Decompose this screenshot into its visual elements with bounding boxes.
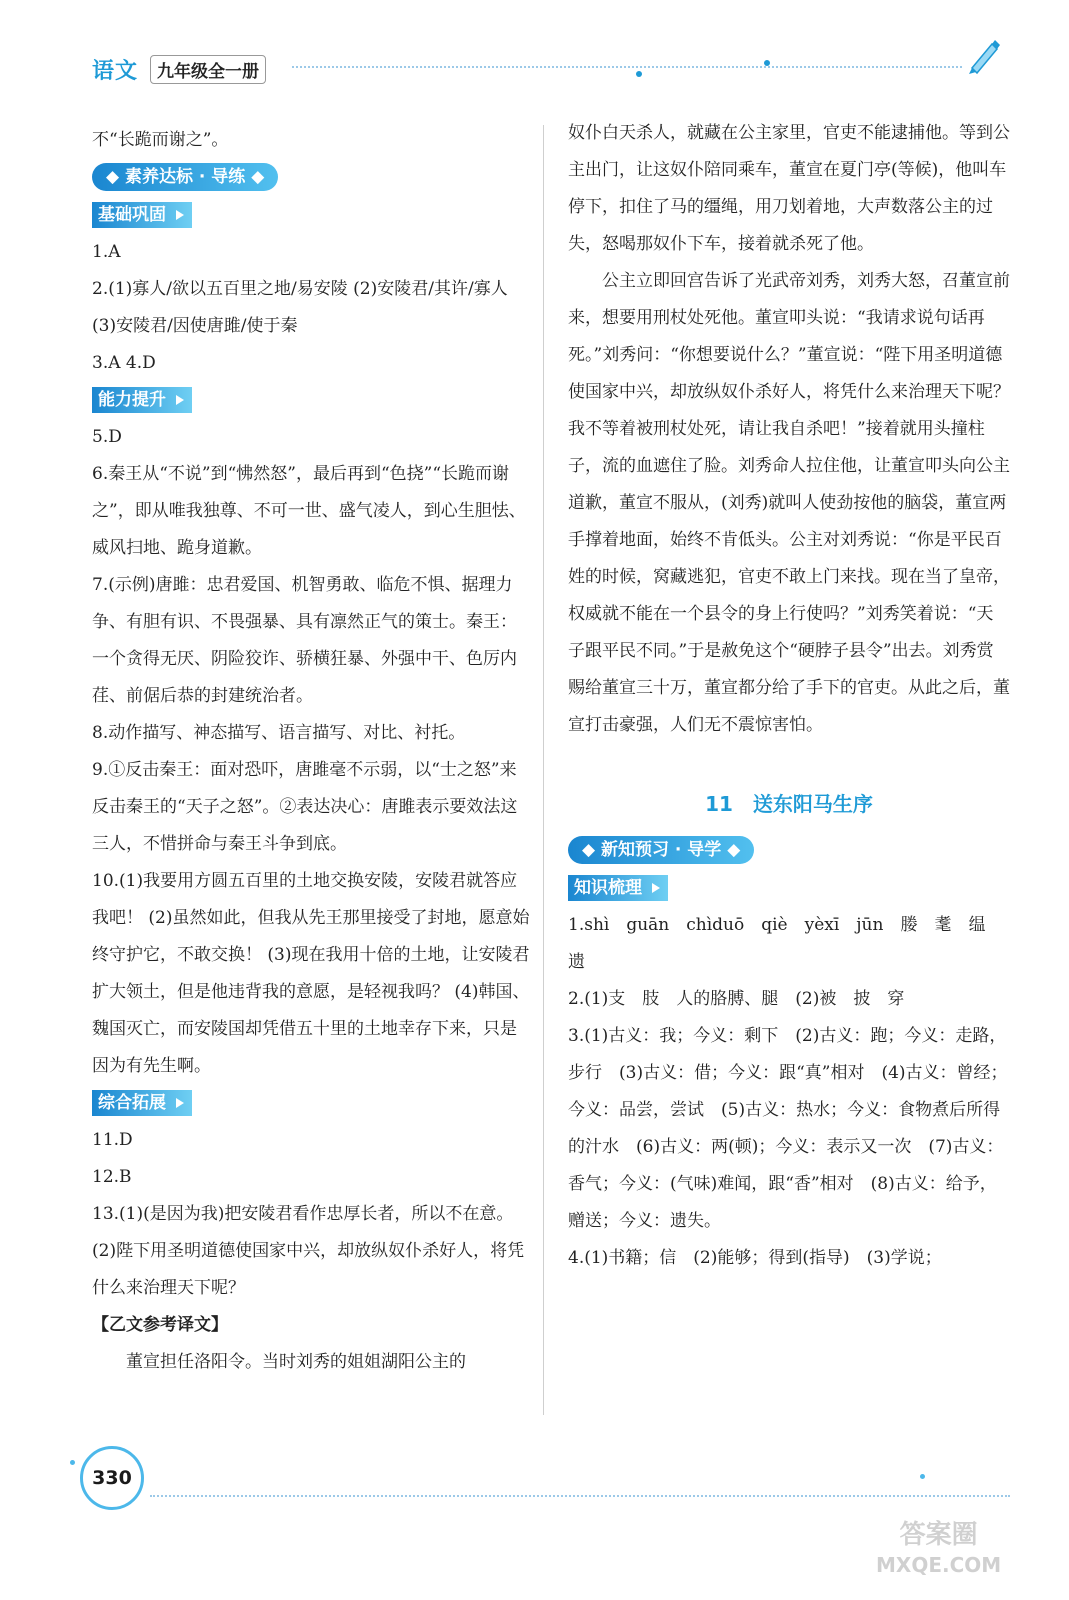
tag-zonghe-label: 综合拓展 [98, 1093, 166, 1113]
right-column [568, 115, 1010, 1277]
answer-3-4: 3.A 4.D [92, 353, 156, 373]
answer-9: 9.①反击秦王：面对恐吓，唐雎毫不示弱，以“士之怒”来反击秦王的“天子之怒”。②表达决心：唐雎表示要效法这三人，不惜拼命与秦王斗争到底。 [92, 760, 518, 854]
left-column [92, 122, 532, 1381]
answer-13: 13.(1)(是因为我)把安陵君看作忠厚长者，所以不在意。 (2)陛下用圣明道德使国家中兴，却放纵奴仆杀好人，将凭什么来治理天下呢？ [92, 1204, 525, 1298]
watermark-line-2: MXQE.COM [876, 1553, 1002, 1577]
grade-label: 九年级全一册 [150, 55, 266, 84]
answer-b1: 1.shì guān chìduō qiè yèxī jūn 媵 耄 缊 遗 [568, 915, 1003, 972]
subject-label: 语文 [92, 59, 139, 84]
answer-12: 12.B [92, 1167, 132, 1187]
banner-xinzhi: ◆ 新知预习 · 导学 ◆ [568, 836, 754, 864]
yiwen-title: 【乙文参考译文】 [92, 1315, 228, 1335]
tag-jichu [92, 202, 192, 228]
yiwen-paragraph: 董宣担任洛阳令。当时刘秀的姐姐湖阳公主的 [126, 1352, 466, 1372]
tag-jichu-label: 基础巩固 [98, 205, 166, 225]
triangle-icon [176, 1098, 184, 1108]
answer-b3: 3.(1)古义：我；今义：剩下 (2)古义：跑；今义：走路，步行 (3)古义：借；今义：跟“真”相对 (4)古义：曾经；今义：品尝，尝试 (5)古义：热水；今义：食物煮后所得的汁水 (6)古义：两(顿)；今义：表示又一次 (7)古义：香气；今义：(气味)难闻，跟“香”相对 (8)古义：给予，赠送；今义：遗失。 [568, 1026, 1008, 1231]
answer-7: 7.(示例)唐雎：忠君爱国、机智勇敢、临危不惧、据理力争、有胆有识、不畏强暴、具有凛然正气的策士。秦王：一个贪得无厌、阴险狡诈、骄横狂暴、外强中干、色厉内荏、前倨后恭的封建统治者。 [92, 575, 517, 706]
section-title: 11 送东阳马生序 [705, 792, 873, 816]
footer-dot [70, 1460, 75, 1465]
watermark-line-1: 答案圈 [899, 1520, 978, 1550]
answer-2: 2.(1)寡人/欲以五百里之地/易安陵 (2)安陵君/其许/寡人 (3)安陵君/因使唐雎/使于秦 [92, 279, 508, 336]
header-dot [636, 71, 642, 77]
footer-dot [920, 1474, 925, 1479]
answer-6: 6.秦王从“不说”到“怫然怒”，最后再到“色挠”“长跪而谢之”，即从唯我独尊、不可一世、盛气凌人，到心生胆怯、威风扫地、跪身道歉。 [92, 464, 526, 558]
answer-8: 8.动作描写、神态描写、语言描写、对比、衬托。 [92, 723, 466, 743]
answer-11: 11.D [92, 1130, 133, 1150]
intro-line: 不“长跪而谢之”。 [92, 130, 229, 150]
translation-paragraph-1: 奴仆白天杀人，就藏在公主家里，官吏不能逮捕他。等到公主出门，让这奴仆陪同乘车，董宣在夏门亭(等候)，他叫车停下，扣住了马的缰绳，用刀划着地，大声数落公主的过失，怒喝那奴仆下车，接着就杀死了他。 [568, 123, 1010, 254]
tag-zhishi [568, 875, 668, 901]
translation-paragraph-2: 公主立即回宫告诉了光武帝刘秀，刘秀大怒，召董宣前来，想要用刑杖处死他。董宣叩头说：“我请求说句话再死。”刘秀问：“你想要说什么？”董宣说：“陛下用圣明道德使国家中兴，却放纵奴仆杀好人，将凭什么来治理天下呢？我不等着被刑杖处死，请让我自杀吧！”接着就用头撞柱子，流的血遮住了脸。刘秀命人拉住他，让董宣叩头向公主道歉，董宣不服从，(刘秀)就叫人使劲按他的脑袋，董宣两手撑着地面，始终不肯低头。公主对刘秀说：“你是平民百姓的时候，窝藏逃犯，官吏不敢上门来找。现在当了皇帝，权威就不能在一个县令的身上行使吗？”刘秀笑着说：“天子跟平民不同。”于是赦免这个“硬脖子县令”出去。刘秀赏赐给董宣三十万，董宣都分给了手下的官吏。从此之后，董宣打击豪强，人们无不震惊害怕。 [568, 271, 1010, 735]
answer-b4: 4.(1)书籍；信 (2)能够；得到(指导) (3)学说； [568, 1248, 942, 1268]
triangle-icon [652, 883, 660, 893]
answer-10: 10.(1)我要用方圆五百里的土地交换安陵，安陵君就答应我吧！ (2)虽然如此，但我从先王那里接受了封地，愿意始终守护它，不敢交换！ (3)现在我用十倍的土地，让安陵君扩大领土，但是他违背我的意愿，是轻视我吗？ (4)韩国、魏国灭亡，而安陵国却凭借五十里的土地幸存下来，只是因为有先生啊。 [92, 871, 530, 1076]
triangle-icon [176, 395, 184, 405]
header-dotted-line [292, 66, 962, 68]
answer-5: 5.D [92, 427, 122, 447]
footer-dotted-line [150, 1495, 1010, 1497]
header-dot [764, 60, 770, 66]
column-divider [543, 125, 544, 1415]
answer-1: 1.A [92, 242, 121, 262]
tag-zhishi-label: 知识梳理 [574, 878, 642, 898]
watermark [876, 1520, 1001, 1580]
tag-nengli-label: 能力提升 [98, 390, 166, 410]
tag-zonghe [92, 1090, 192, 1116]
banner-suyang: ◆ 素养达标 · 导练 ◆ [92, 163, 278, 191]
pen-icon [964, 36, 1004, 76]
page-number: 330 [80, 1446, 144, 1510]
tag-nengli [92, 387, 192, 413]
triangle-icon [176, 210, 184, 220]
answer-b2: 2.(1)支 肢 人的胳膊、腿 (2)被 披 穿 [568, 989, 905, 1009]
